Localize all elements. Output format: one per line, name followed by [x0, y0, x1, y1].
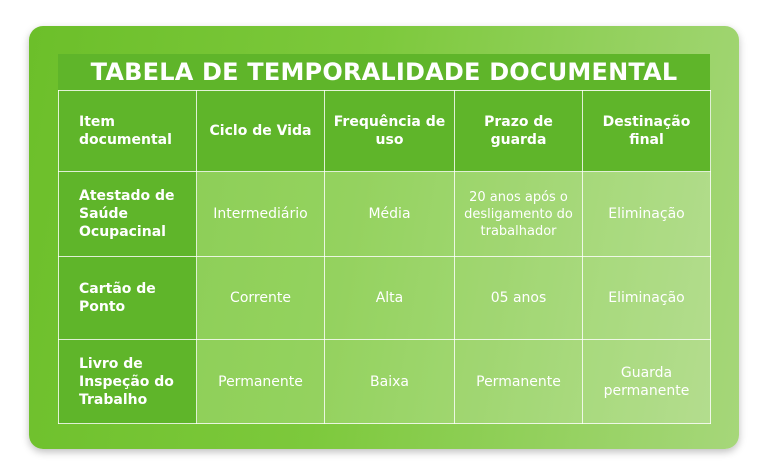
table-row [59, 172, 711, 257]
row-item: Cartão de Ponto [59, 257, 197, 340]
header-prazo-de-guarda: Prazo de guarda [455, 91, 583, 172]
row-item: Livro de Inspeção do Trabalho [59, 340, 197, 424]
row-prazo: Permanente [455, 340, 583, 424]
table-row [59, 257, 711, 340]
row-destinacao: Guarda permanente [583, 340, 711, 424]
row-prazo: 20 anos após o desligamento do trabalhador [455, 172, 583, 257]
header-ciclo-de-vida: Ciclo de Vida [197, 91, 325, 172]
row-ciclo: Intermediário [197, 172, 325, 257]
header-item-documental: Item documental [59, 91, 197, 172]
row-prazo: 05 anos [455, 257, 583, 340]
header-frequencia-de-uso: Frequência de uso [325, 91, 455, 172]
row-destinacao: Eliminação [583, 172, 711, 257]
row-destinacao: Eliminação [583, 257, 711, 340]
row-frequencia: Média [325, 172, 455, 257]
table-title: TABELA DE TEMPORALIDADE DOCUMENTAL [58, 54, 710, 90]
row-frequencia: Baixa [325, 340, 455, 424]
table-row [59, 340, 711, 424]
temporality-table [58, 90, 711, 424]
row-frequencia: Alta [325, 257, 455, 340]
row-ciclo: Corrente [197, 257, 325, 340]
header-destinacao-final: Destinação final [583, 91, 711, 172]
header-row [59, 91, 711, 172]
row-ciclo: Permanente [197, 340, 325, 424]
row-item: Atestado de Saúde Ocupacinal [59, 172, 197, 257]
